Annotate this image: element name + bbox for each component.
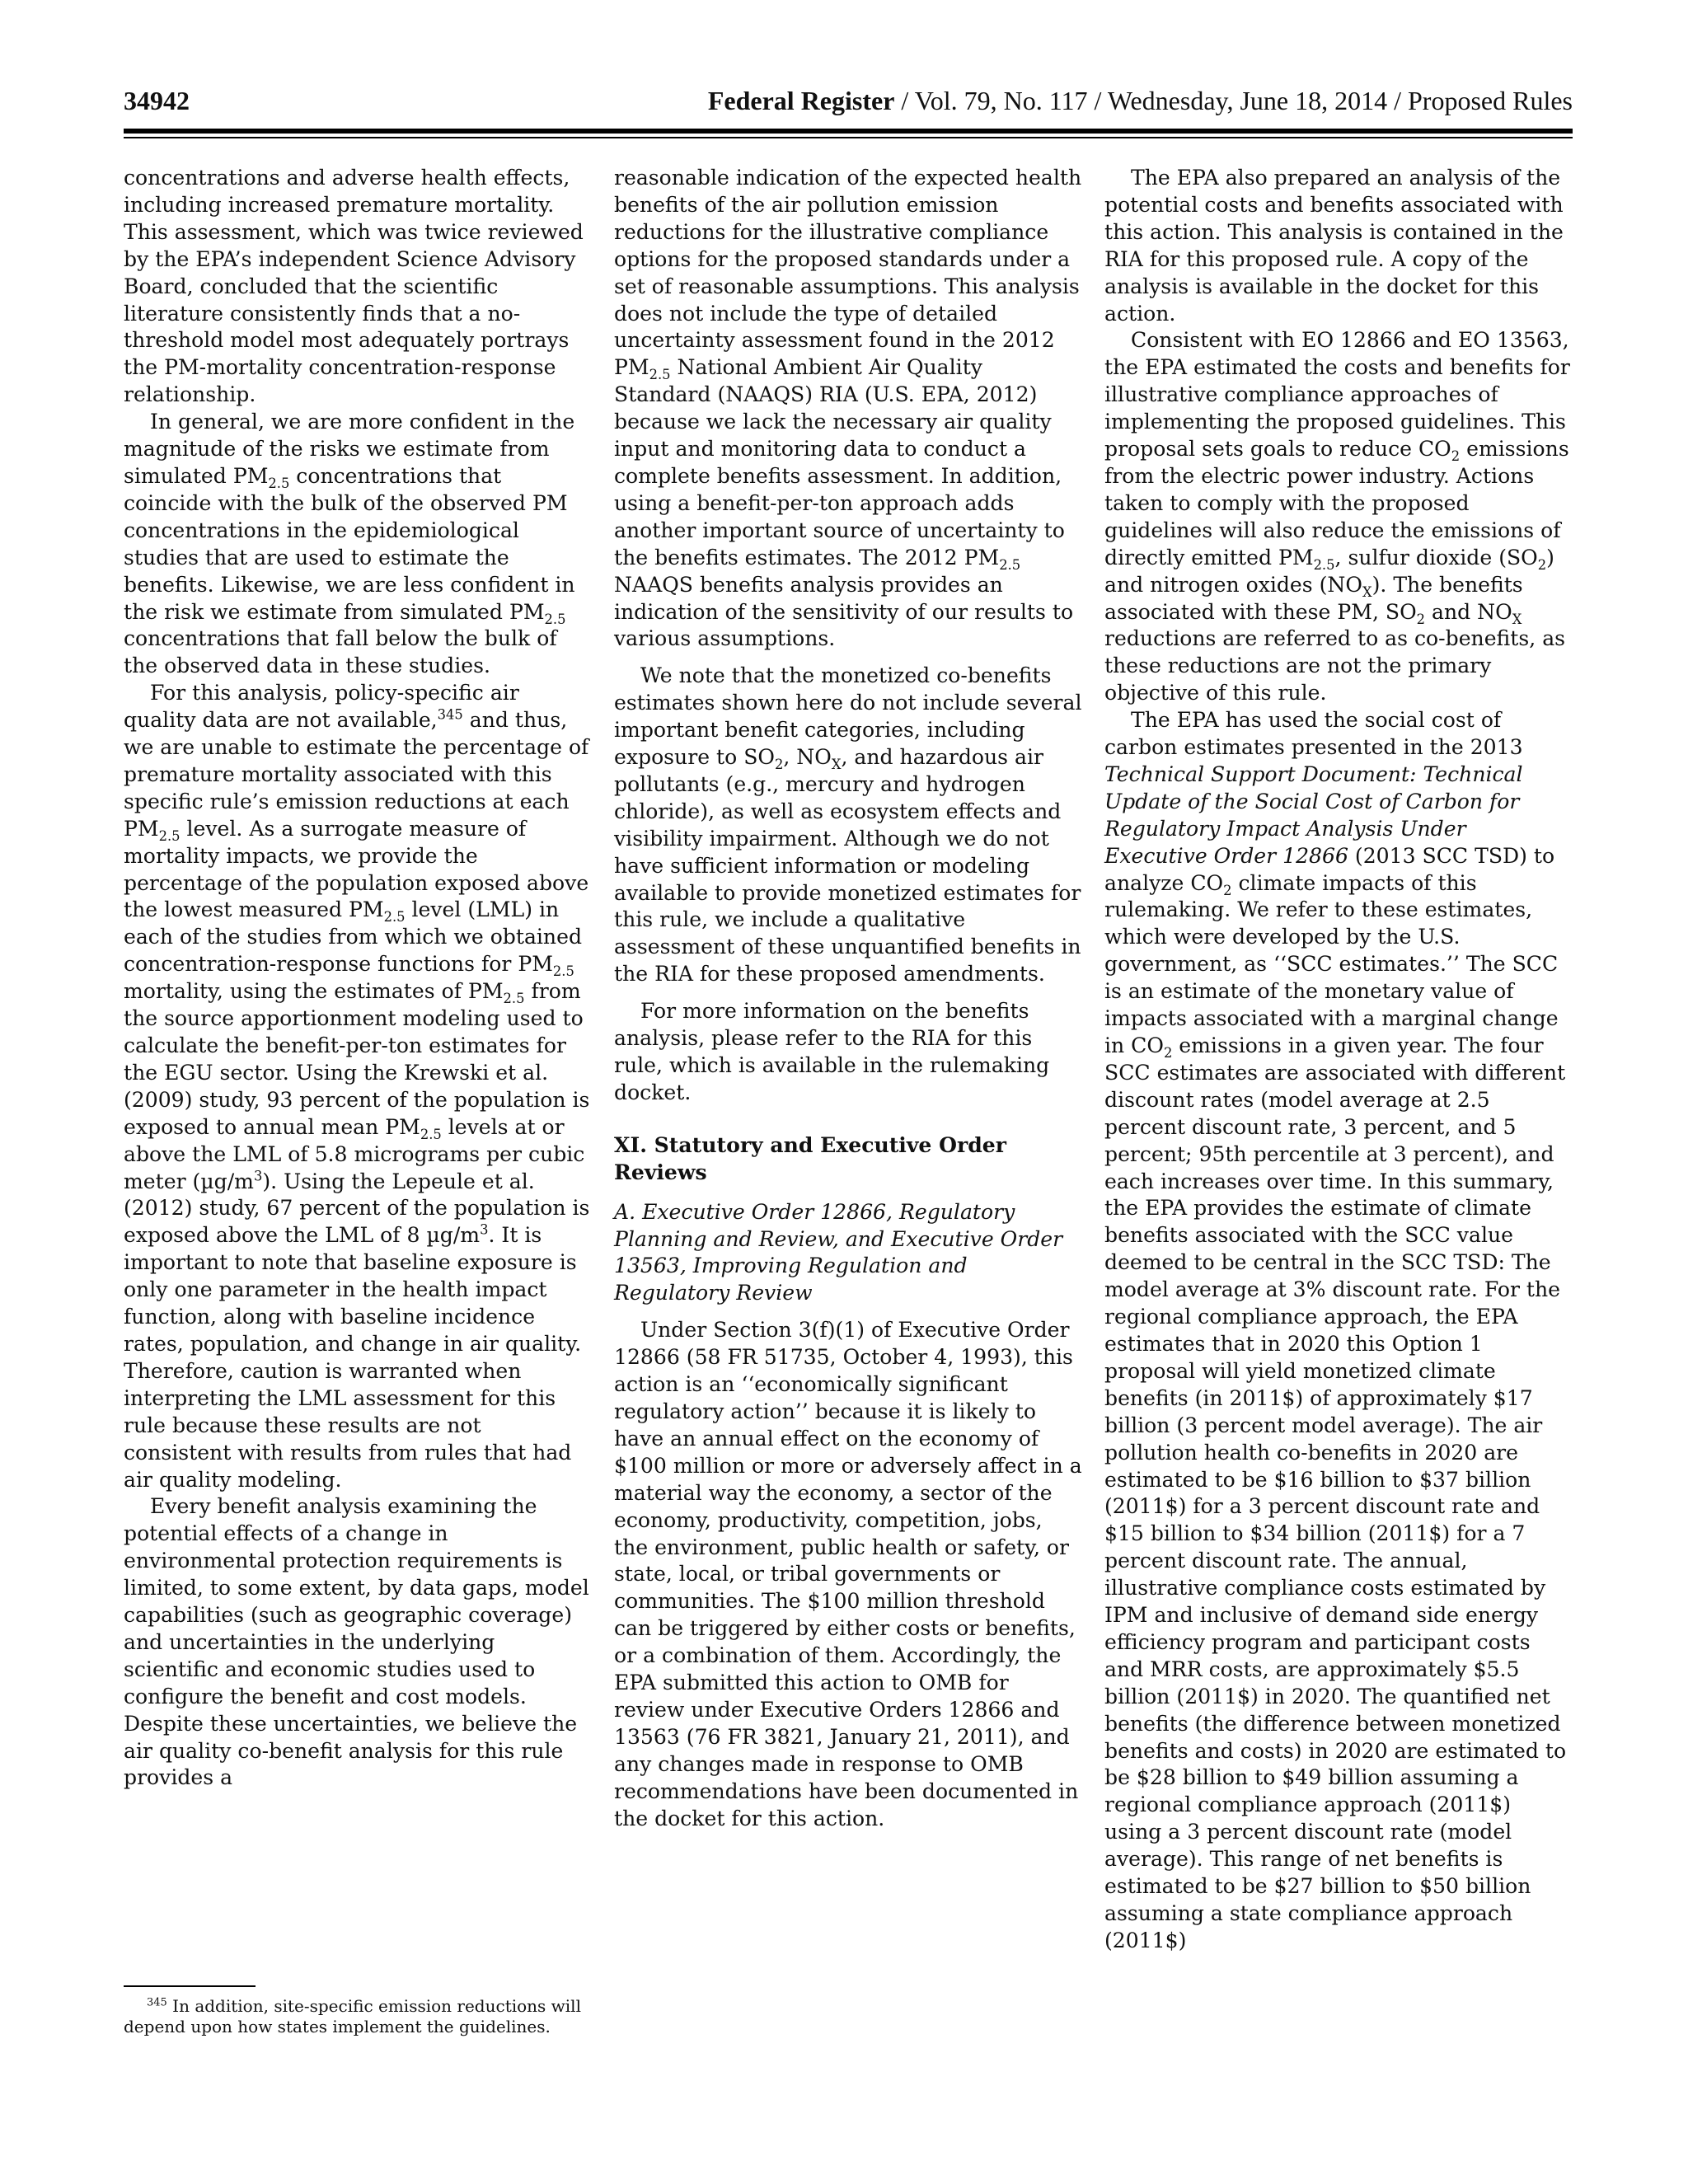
paragraph: We note that the monetized co-benefits estimates shown here do not include several important benefit categories, including exposure to $SO_2$, $NO_X$, and hazardous air pollutants (e.g., mercury and hydrogen chloride), as well as ecosystem effects and visibility impairment. Although we do not have sufficient information or modeling available to provide monetized estimates for this rule, we include a qualitative assessment of these unquantified benefits in the RIA for these proposed amendments.	[614, 663, 1082, 987]
column-1	[124, 165, 592, 1792]
paragraph: The EPA also prepared an analysis of the potential costs and benefits associated with this action. This analysis is contained in the RIA for this proposed rule. A copy of the analysis is available in the docket for this action.	[1104, 166, 1564, 326]
running-head	[708, 86, 1573, 116]
paragraph: The EPA has used the social cost of carbon estimates presented in the 2013 Technical Support Document: Technical Update of the Social Cost of Carbon for Regulatory Impact Analysis Under Executive Order 12866 (2013 SCC TSD) to analyze $CO_2$ climate impacts of this rulemaking. We refer to these estimates, which were developed by the U.S. government, as ‘‘SCC estimates.’’ The SCC is an estimate of the monetary value of impacts associated with a marginal change in $CO_2$ emissions in a given year. The four SCC estimates are associated with different discount rates (model average at 2.5 percent discount rate, 3 percent, and 5 percent; 95th percentile at 3 percent), and each increases over time. In this summary, the EPA provides the estimate of climate benefits associated with the SCC value deemed to be central in the SCC TSD: The model average at 3% discount rate. For the regional compliance approach, the EPA estimates that in 2020 this Option 1 proposal will yield monetized climate benefits (in 2011$) of approximately $17 billion (3 percent model average). The air pollution health co-benefits in 2020 are estimated to be $16 billion to $37 billion (2011$) for a 3 percent discount rate and $15 billion to $34 billion (2011$) for a 7 percent discount rate. The annual, illustrative compliance costs estimated by IPM and inclusive of demand side energy efficiency program and participant costs and MRR costs, are approximately $5.5 billion (2011$) in 2020. The quantified net benefits (the difference between monetized benefits and costs) in 2020 are estimated to be $28 billion to $49 billion assuming a regional compliance approach (2011$) using a 3 percent discount rate (model average). This range of net benefits is estimated to be $27 billion to $50 billion assuming a state compliance approach (2011$)	[1104, 708, 1567, 1952]
paragraph: In general, we are more confident in the magnitude of the risks we estimate from simulated $PM_{2.5}$ concentrations that coincide with the bulk of the observed PM concentrations in the epidemiological studies that are used to estimate the benefits. Likewise, we are less confident in the risk we estimate from simulated $PM_{2.5}$ concentrations that fall below the bulk of the observed data in these studies.	[124, 410, 575, 678]
footnote: $^{345}$ In addition, site-specific emission reductions will depend upon how states implement the guidelines.	[124, 1996, 581, 2036]
paragraph: For more information on the benefits analysis, please refer to the RIA for this rule, which is available in the rulemaking docket.	[614, 999, 1050, 1104]
paragraph: Consistent with EO 12866 and EO 13563, the EPA estimated the costs and benefits for illustrative compliance approaches of implementing the proposed guidelines. This proposal sets goals to reduce $CO_2$ emissions from the electric power industry. Actions taken to comply with the proposed guidelines will also reduce the emissions of directly emitted $PM_{2.5}$, sulfur dioxide $(SO_2)$ and nitrogen oxides $(NO_X)$. The benefits associated with these PM, $SO_2$ and $NO_X$ reductions are referred to as co-benefits, as these reductions are not the primary objective of this rule.	[1104, 328, 1570, 705]
column-2	[614, 165, 1082, 1832]
header-rule-thin	[124, 137, 1573, 138]
subsection-heading: A. Executive Order 12866, Regulatory Planning and Review, and Executive Order 13563, Improving Regulation and Regulatory Review	[614, 1199, 1063, 1305]
section-heading: XI. Statutory and Executive Order Reviews	[614, 1132, 1006, 1184]
paragraph: reasonable indication of the expected health benefits of the air pollution emission reductions for the illustrative compliance options for the proposed standards under a set of reasonable assumptions. This analysis does not include the type of detailed uncertainty assessment found in the 2012 $PM_{2.5}$ National Ambient Air Quality Standard (NAAQS) RIA (U.S. EPA, 2012) because we lack the necessary air quality input and monitoring data to conduct a complete benefits assessment. In addition, using a benefit-per-ton approach adds another important source of uncertainty to the benefits estimates. The 2012 $PM_{2.5}$ NAAQS benefits analysis provides an indication of the sensitivity of our results to various assumptions.	[614, 166, 1082, 651]
paragraph: For this analysis, policy-specific air quality data are not available,$^{345}$ and thus, we are unable to estimate the percentage of premature mortality associated with this specific rule’s emission reductions at each $PM_{2.5}$ level. As a surrogate measure of mortality impacts, we provide the percentage of the population exposed above the lowest measured $PM_{2.5}$ level (LML) in each of the studies from which we obtained concentration-response functions for $PM_{2.5}$ mortality, using the estimates of $PM_{2.5}$ from the source apportionment modeling used to calculate the benefit-per-ton estimates for the EGU sector. Using the Krewski et al. (2009) study, 93 percent of the population is exposed to annual mean $PM_{2.5}$ levels at or above the LML of 5.8 micrograms per cubic meter $(\mu g/m^3)$. Using the Lepeule et al. (2012) study, 67 percent of the population is exposed above the LML of 8 $\mu g/m^3$. It is important to note that baseline exposure is only one parameter in the health impact function, along with baseline incidence rates, population, and change in air quality. Therefore, caution is warranted when interpreting the LML assessment for this rule because these results are not consistent with results from rules that had air quality modeling.	[124, 681, 590, 1492]
column-3	[1104, 165, 1573, 1955]
page-number: 34942	[124, 86, 190, 115]
publication-name: Federal Register	[707, 86, 895, 115]
header-rule-thick	[124, 129, 1573, 134]
issue-details: / Vol. 79, No. 117 / Wednesday, June 18, 2014 / Proposed Rules	[894, 86, 1573, 115]
paragraph: Every benefit analysis examining the potential effects of a change in environmental protection requirements is limited, to some extent, by data gaps, model capabilities (such as geographic coverage) and uncertainties in the underlying scientific and economic studies used to configure the benefit and cost models. Despite these uncertainties, we believe the air quality co-benefit analysis for this rule provides a	[124, 1494, 589, 1790]
footnote-rule	[124, 1985, 256, 1987]
header-row	[124, 86, 1573, 127]
paragraph: concentrations and adverse health effects, including increased premature mortality. This assessment, which was twice reviewed by the EPA’s independent Science Advisory Board, concluded that the scientific literature consistently finds that a no-threshold model most adequately portrays the PM-mortality concentration-response relationship.	[124, 166, 584, 407]
paragraph: Under Section 3(f)(1) of Executive Order 12866 (58 FR 51735, October 4, 1993), this action is an ‘‘economically significant regulatory action’’ because it is likely to have an annual effect on the economy of $100 million or more or adversely affect in a material way the economy, a sector of the economy, productivity, competition, jobs, the environment, public health or safety, or state, local, or tribal governments or communities. The $100 million threshold can be triggered by either costs or benefits, or a combination of them. Accordingly, the EPA submitted this action to OMB for review under Executive Orders 12866 and 13563 (76 FR 3821, January 21, 2011), and any changes made in response to OMB recommendations have been documented in the docket for this action.	[614, 1318, 1082, 1830]
page-header	[124, 86, 1573, 127]
